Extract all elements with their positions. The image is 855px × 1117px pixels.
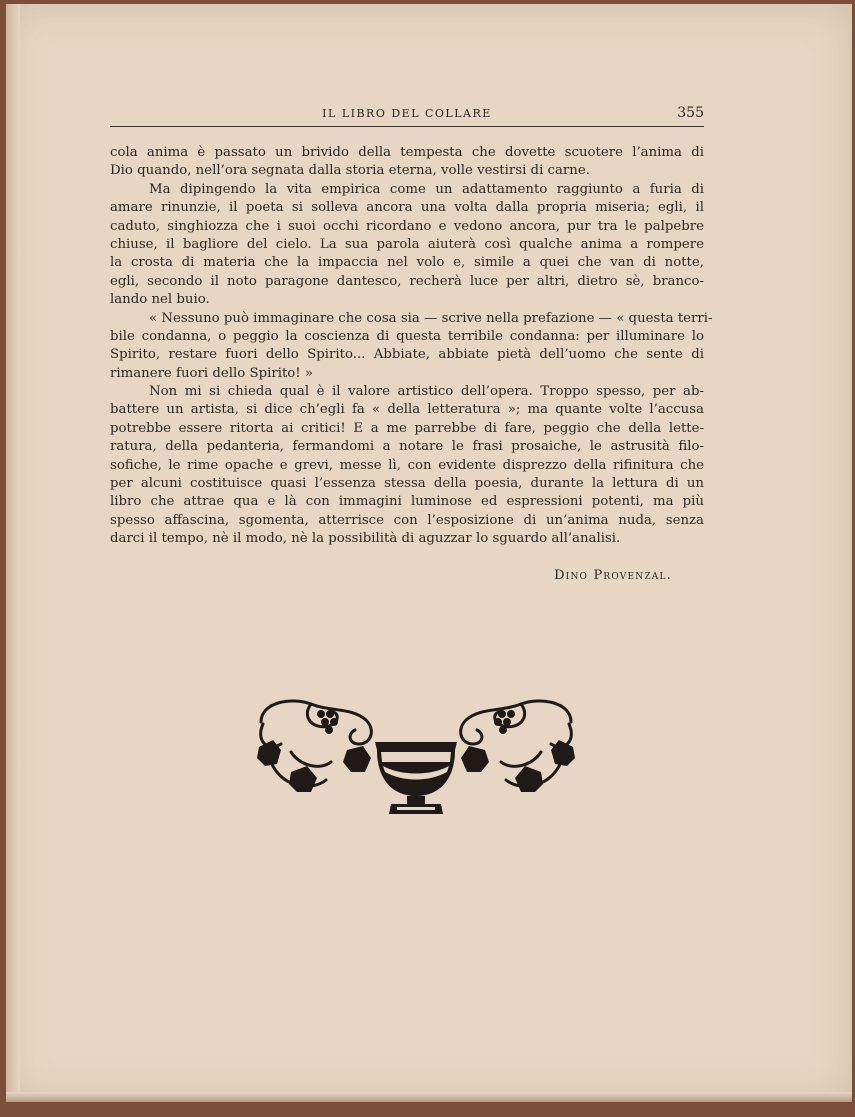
text-line: sofiche, le rime opache e grevi, messe lì, con evidente disprezzo della rifinitura che (110, 457, 704, 473)
text-line: potrebbe essere ritorta ai critici! E a me parrebbe di fare, peggio che della lette- (110, 420, 704, 436)
text-line: Ma dipingendo la vita empirica come un adattamento raggiunto a furia di (149, 181, 704, 197)
text-line: spesso affascina, sgomenta, atterrisce con l’esposizione di un’anima nuda, senza (110, 512, 704, 528)
text-line: lando nel buio. (110, 292, 210, 308)
text-line: « Nessuno può immaginare che cosa sia — scrive nella prefazione — « questa terri- (149, 310, 713, 326)
vase-ornament-icon (251, 692, 581, 822)
text-line: chiuse, il bagliore del cielo. La sua parola aiuterà così qualche anima a rompere (110, 236, 704, 252)
running-header (110, 104, 704, 127)
text-line: rimanere fuori dello Spirito! » (110, 365, 314, 381)
text-line: amare rinunzie, il poeta si solleva ancora una volta dalla propria miseria; egli, il (110, 200, 704, 216)
body-text (110, 144, 713, 549)
text-line: Dio quando, nell’ora segnata dalla storia eterna, volle vestirsi di carne. (110, 163, 590, 179)
author-signature: Dino Provenzal. (554, 568, 672, 583)
text-line: la crosta di materia che la impaccia nel volo e, simile a quei che van di notte, (110, 255, 704, 271)
text-line: per alcuni costituisce quasi l’essenza stessa della poesia, durante la lettura di un (110, 476, 704, 492)
page-bottom-edge (6, 1092, 852, 1102)
text-line: libro che attrae qua e là con immagini luminose ed espressioni potenti, ma più (110, 494, 704, 510)
text-line: cola anima è passato un brivido della tempesta che dovette scuotere l’anima di (110, 145, 704, 160)
text-line: caduto, singhiozza che i suoi occhi ricordano e vedono ancora, pur tra le palpebre (110, 218, 704, 234)
book-page (6, 4, 852, 1102)
text-line: egli, secondo il noto paragone dantesco, recherà luce per altri, dietro sè, branco- (110, 273, 704, 289)
running-title: IL LIBRO DEL COLLARE (322, 107, 492, 120)
text-line: bile condanna, o peggio la coscienza di questa terribile condanna: per illuminare lo (110, 328, 704, 344)
text-line: ratura, della pedanteria, fermandomi a notare le frasi prosaiche, le astrusità filo- (110, 439, 704, 455)
page-left-edge (6, 4, 20, 1102)
text-line: Non mi si chieda qual è il valore artistico dell’opera. Troppo spesso, per ab- (149, 384, 704, 400)
text-line: darci il tempo, nè il modo, nè la possibilità di aguzzar lo sguardo all’analisi. (110, 531, 621, 547)
text-line: Spirito, restare fuori dello Spirito... Abbiate, abbiate pietà dell’uomo che sente di (110, 347, 704, 363)
text-line: battere un artista, si dice ch’egli fa « della letteratura »; ma quante volte l’accusa (110, 402, 704, 418)
page-number: 355 (677, 105, 704, 121)
